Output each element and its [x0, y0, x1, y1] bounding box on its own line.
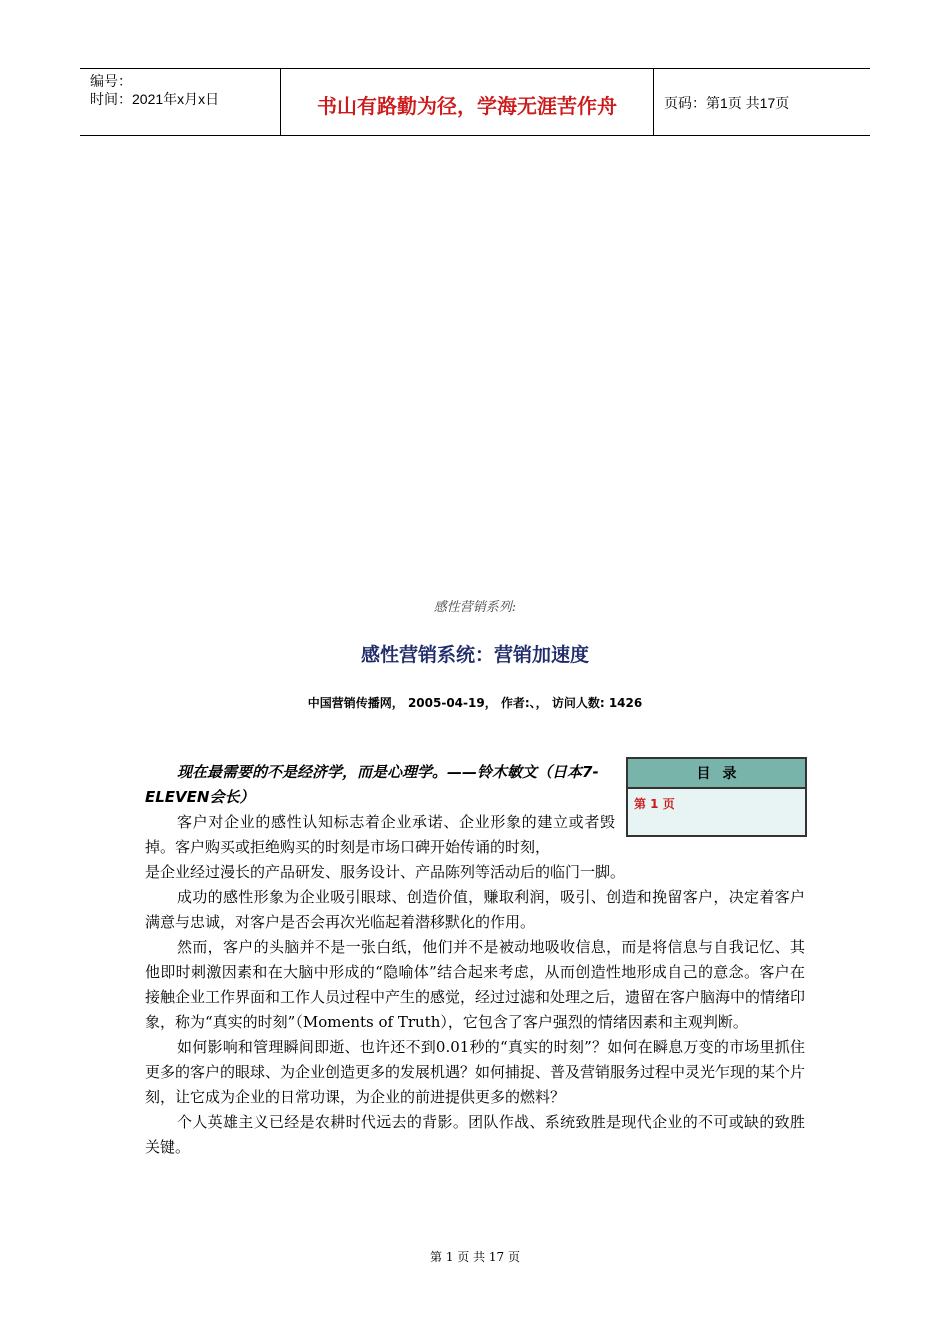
paragraph-5: 个人英雄主义已经是农耕时代远去的背影。团队作战、系统致胜是现代企业的不可或缺的致胜关键。	[145, 1113, 805, 1156]
article-meta: 中国营销传播网， 2005-04-19， 作者:、， 访问人数: 1426	[307, 696, 643, 710]
paragraph-4: 如何影响和管理瞬间即逝、也许还不到0.01秒的“真实的时刻”？如何在瞬息万变的市场里抓住更多的客户的眼球、为企业创造更多的发展机遇？如何捕捉、普及营销服务过程中灵光乍现的某个片刻，让它成为企业的日常功课，为企业的前进提供更多的燃料？	[145, 1038, 806, 1106]
paragraph-1-tail: 是企业经过漫长的产品研发、服务设计、产品陈列等活动后的临门一脚。	[145, 863, 626, 881]
time-label: 时间：2021年x月x日	[90, 91, 220, 107]
page-footer: 第 1 页 共 17 页	[430, 1250, 520, 1264]
number-label: 编号：	[90, 73, 132, 89]
toc-heading: 目录	[628, 759, 805, 789]
header-info-cell	[80, 69, 281, 135]
header-page-code: 页码：第1页 共17页	[664, 95, 790, 111]
paragraph-2: 成功的感性形象为企业吸引眼球、创造价值，赚取利润，吸引、创造和挽留客户，决定着客户满意与忠诚，对客户是否会再次光临起着潜移默化的作用。	[145, 888, 805, 931]
toc-item-page-1[interactable]: 第 1 页	[634, 797, 675, 811]
page-header	[80, 68, 870, 136]
paragraph-3: 然而，客户的头脑并不是一张白纸，他们并不是被动地吸收信息，而是将信息与自我记忆、其他即时刺激因素和在大脑中形成的“隐喻体”结合起来考虑，从而创造性地形成自己的意念。客户在接触企业工作界面和工作人员过程中产生的感觉，经过过滤和处理之后，遗留在客户脑海中的情绪印象，称为“真实的时刻”（Moments of Truth），它包含了客户强烈的情绪因素和主观判断。	[145, 938, 806, 1031]
paragraph-1: 客户对企业的感性认知标志着企业承诺、企业形象的建立或者毁掉。客户购买或拒绝购买的时刻是市场口碑开始传诵的时刻，	[145, 813, 615, 856]
epigraph-quote: 现在最需要的不是经济学，而是心理学。——铃木敏文（日本7-ELEVEN会长）	[145, 763, 599, 806]
header-motto: 书山有路勤为径，学海无涯苦作舟	[281, 69, 654, 135]
article-title: 感性营销系统：营销加速度	[360, 644, 589, 666]
series-label: 感性营销系列:	[433, 600, 517, 615]
table-of-contents	[626, 757, 807, 837]
